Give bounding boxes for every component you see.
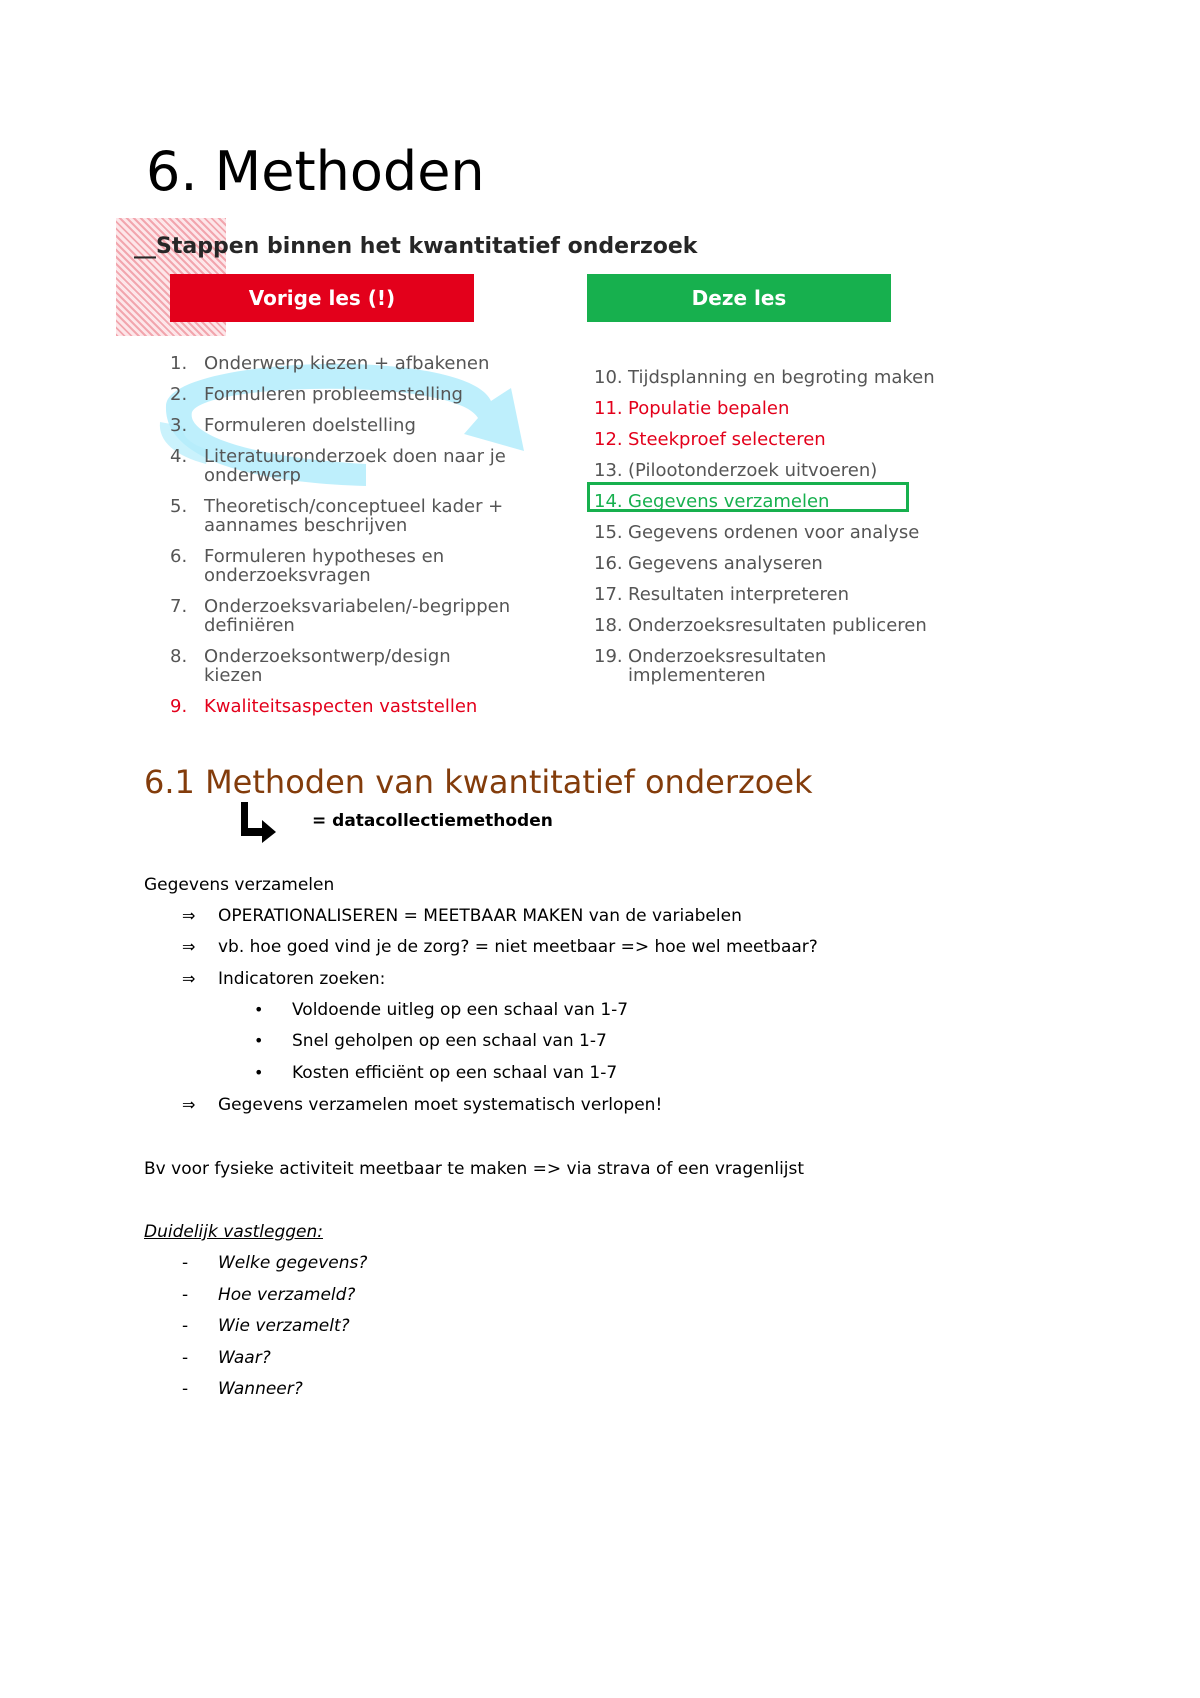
question-item: Waar?	[218, 1347, 271, 1368]
step-text: Onderzoeksresultaten publiceren	[628, 615, 927, 636]
question-dash: -	[182, 1379, 189, 1399]
step-number: 5.	[170, 496, 188, 517]
slide-heading-text: Stappen binnen het kwantitatief onderzoek	[156, 234, 698, 259]
step-text: Populatie bepalen	[628, 398, 790, 419]
step-text-continued: onderwerp	[204, 465, 301, 486]
step-number: 10.	[594, 367, 623, 388]
question-dash: -	[182, 1284, 189, 1305]
step-text: Onderzoeksvariabelen/-begrippen	[204, 596, 511, 617]
step-text: Resultaten interpreteren	[628, 584, 849, 605]
section-heading: 6.1 Methoden van kwantitatief onderzoek	[144, 763, 813, 801]
sub-bullet-item: Snel geholpen op een schaal van 1-7	[292, 1031, 607, 1051]
down-right-arrow-icon	[236, 800, 280, 844]
bullet-item-marker: ⇒	[182, 906, 196, 925]
step-number: 11.	[594, 398, 623, 419]
step-number: 15.	[594, 522, 623, 543]
step-number: 6.	[170, 546, 188, 567]
step-number: 19.	[594, 646, 623, 667]
step-text: Theoretisch/conceptueel kader +	[204, 496, 504, 517]
bullet-item: OPERATIONALISEREN = MEETBAAR MAKEN van de variabelen	[218, 906, 742, 926]
step-text-continued: implementeren	[628, 665, 766, 686]
question-dash: -	[182, 1316, 189, 1336]
previous-lesson-box: Vorige les (!)	[170, 274, 474, 322]
sub-bullet-item-marker: •	[254, 1063, 264, 1082]
step-text-continued: onderzoeksvragen	[204, 565, 371, 586]
bullet-item-systematic: Gegevens verzamelen moet systematisch verlopen!	[218, 1095, 663, 1115]
step-text: Formuleren hypotheses en	[204, 546, 445, 567]
step-number: 8.	[170, 646, 188, 667]
step-number: 9.	[170, 696, 188, 717]
step-text: Onderzoeksontwerp/design	[204, 646, 451, 667]
question-item: Wie verzamelt?	[218, 1316, 350, 1336]
question-dash: -	[182, 1347, 189, 1368]
step-number: 17.	[594, 584, 623, 605]
this-lesson-box: Deze les	[587, 274, 891, 322]
sub-bullet-item: Voldoende uitleg op een schaal van 1-7	[292, 1000, 629, 1020]
slide-heading	[134, 234, 697, 259]
step-text: Gegevens verzamelen	[628, 491, 830, 512]
question-dash: -	[182, 1253, 189, 1273]
step-text: Onderzoeksresultaten	[628, 646, 827, 667]
bullet-item: vb. hoe goed vind je de zorg? = niet meetbaar => hoe wel meetbaar?	[218, 937, 818, 957]
step-text: Steekproef selecteren	[628, 429, 826, 450]
step-number: 2.	[170, 384, 188, 405]
bullet-item: Indicatoren zoeken:	[218, 969, 386, 989]
step-text: Onderwerp kiezen + afbakenen	[204, 353, 490, 374]
step-number: 3.	[170, 415, 188, 436]
step-text: Literatuuronderzoek doen naar je	[204, 446, 506, 467]
step-text: Gegevens ordenen voor analyse	[628, 522, 920, 543]
step-text: (Pilootonderzoek uitvoeren)	[628, 460, 878, 481]
sub-bullet-item-marker: •	[254, 1031, 264, 1050]
page-title: 6. Methoden	[146, 140, 485, 203]
sub-bullet-item: Kosten efficiënt op een schaal van 1-7	[292, 1063, 618, 1083]
sub-bullet-item-marker: •	[254, 1000, 264, 1019]
step-text: Gegevens analyseren	[628, 553, 823, 574]
question-item: Hoe verzameld?	[218, 1284, 356, 1305]
step-number: 18.	[594, 615, 623, 636]
step-text-continued: kiezen	[204, 665, 263, 686]
example-text: Bv voor fysieke activiteit meetbaar te maken => via strava of een vragenlijst	[144, 1159, 805, 1179]
step-text: Formuleren probleemstelling	[204, 384, 463, 405]
intro-text: Gegevens verzamelen	[144, 875, 335, 895]
datacollection-note: = datacollectiemethoden	[312, 811, 553, 831]
step-text: Kwaliteitsaspecten vaststellen	[204, 696, 478, 717]
step-number: 16.	[594, 553, 623, 574]
step-number: 12.	[594, 429, 623, 450]
step-text: Formuleren doelstelling	[204, 415, 416, 436]
step-text-continued: definiëren	[204, 615, 295, 636]
step-number: 7.	[170, 596, 188, 617]
bullet-item-marker: ⇒	[182, 969, 196, 988]
step-number: 1.	[170, 353, 188, 374]
step-number: 14.	[594, 491, 623, 512]
bullet-item-systematic-marker: ⇒	[182, 1095, 196, 1114]
define-heading: Duidelijk vastleggen:	[144, 1222, 323, 1242]
slide-heading-prefix: __	[134, 234, 156, 259]
question-item: Welke gegevens?	[218, 1253, 368, 1273]
bullet-item-marker: ⇒	[182, 937, 196, 956]
step-number: 4.	[170, 446, 188, 467]
question-item: Wanneer?	[218, 1379, 303, 1399]
step-number: 13.	[594, 460, 623, 481]
step-text: Tijdsplanning en begroting maken	[628, 367, 935, 388]
step-text-continued: aannames beschrijven	[204, 515, 408, 536]
highlight-frame	[587, 482, 909, 512]
